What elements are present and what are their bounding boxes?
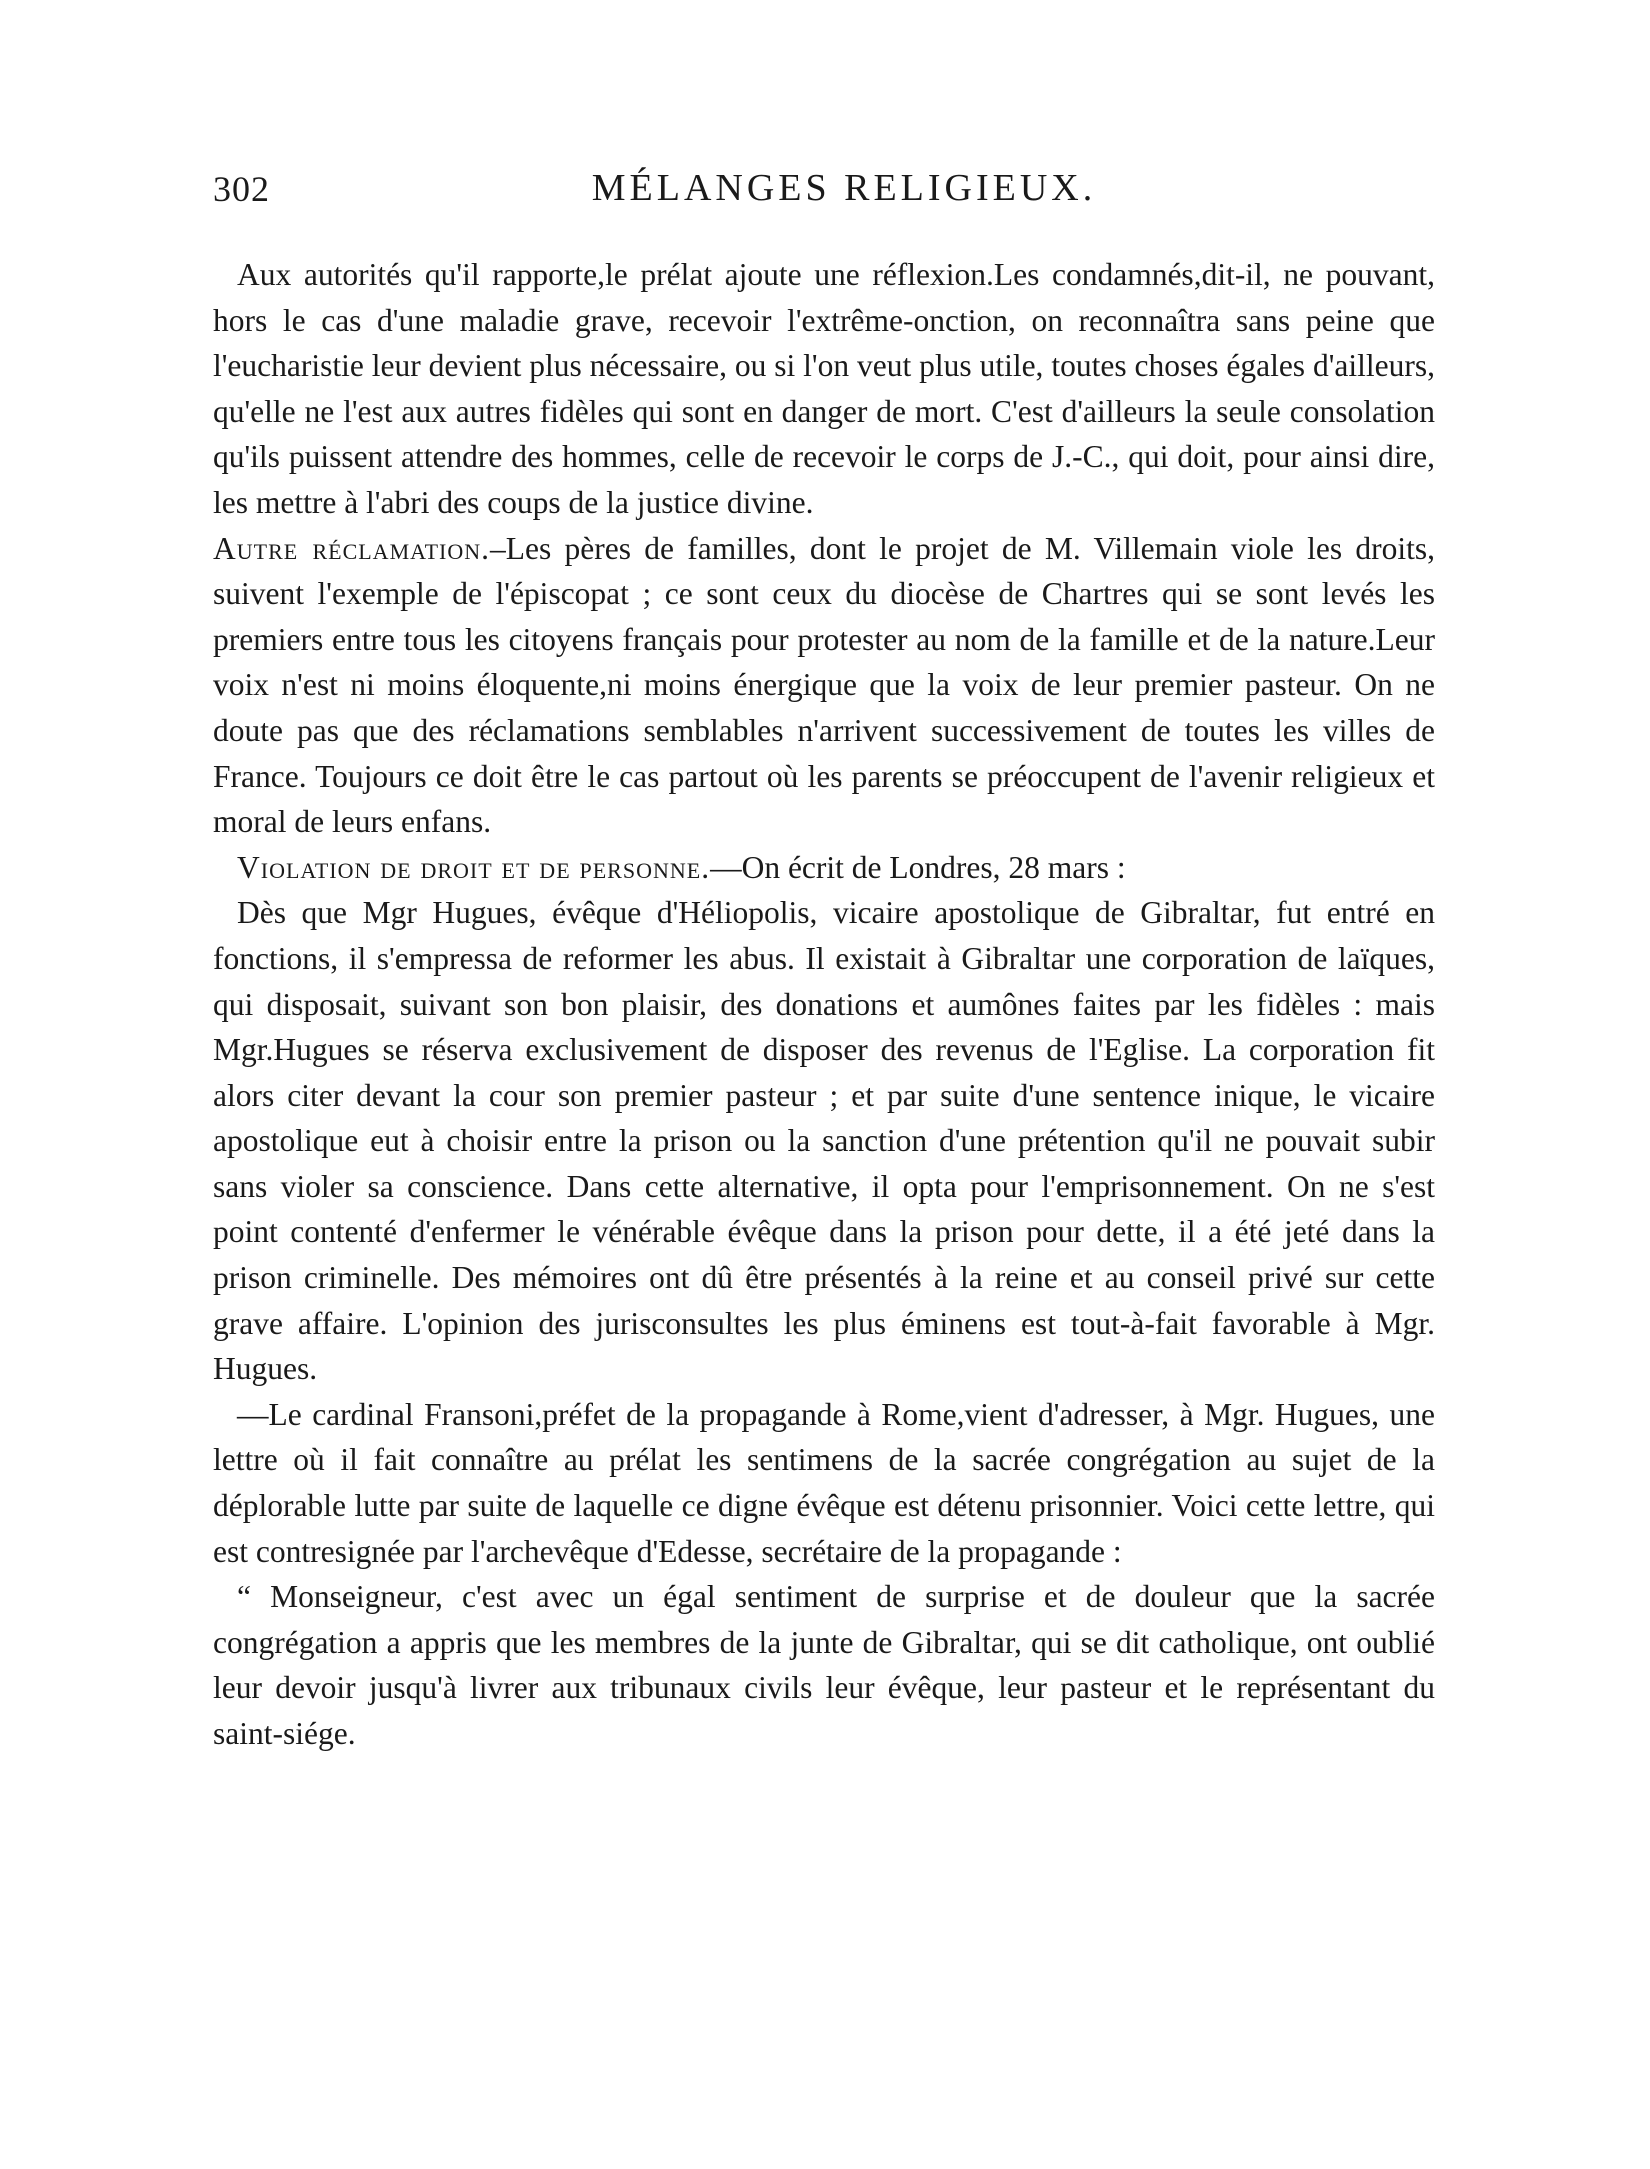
section-lead: Autre réclamation. bbox=[213, 530, 490, 566]
book-page bbox=[213, 160, 1435, 1757]
paragraph-text: Aux autorités qu'il rapporte,le prélat ajoute une réflexion.Les condamnés,dit-il, ne pouvant, hors le cas d'une maladie grave, recevoir l'extrême-onction, on reconnaîtra sans peine que l'eucharistie leur devient plus nécessaire, ou si l'on veut plus utile, toutes choses égales d'ailleurs, qu'elle ne l'est aux autres fidèles qui sont en danger de mort. C'est d'ailleurs la seule consolation qu'ils puissent attendre des hommes, celle de recevoir le corps de J.-C., qui doit, pour ainsi dire, les mettre à l'abri des coups de la justice divine. bbox=[213, 257, 1435, 520]
paragraph-condamnes bbox=[213, 252, 1435, 526]
running-head bbox=[213, 160, 1435, 230]
paragraph-cardinal-fransoni bbox=[213, 1392, 1435, 1574]
page-number: 302 bbox=[213, 169, 270, 209]
paragraph-text: “ Monseigneur, c'est avec un égal sentiment de surprise et de douleur que la sacrée congrégation a appris que les membres de la junte de Gibraltar, qui se dit catholique, ont oublié leur devoir jusqu'à livrer aux tribunaux civils leur évêque, leur pasteur et le représentant du saint-siége. bbox=[213, 1579, 1435, 1751]
body-text bbox=[213, 252, 1435, 1757]
running-title: MÉLANGES RELIGIEUX. bbox=[591, 167, 1097, 209]
paragraph-text: —On écrit de Londres, 28 mars : bbox=[710, 849, 1126, 885]
paragraph-mgr-hugues bbox=[213, 890, 1435, 1392]
paragraph-violation bbox=[213, 845, 1435, 891]
paragraph-letter-quote bbox=[213, 1574, 1435, 1756]
section-lead: Violation de droit et de personne. bbox=[237, 849, 711, 885]
paragraph-autre-reclamation bbox=[213, 526, 1435, 845]
paragraph-text: Dès que Mgr Hugues, évêque d'Héliopolis, vicaire apostolique de Gibraltar, fut entré en fonctions, il s'empressa de reformer les abus. Il existait à Gibraltar une corporation de laïques, qui disposait, suivant son bon plaisir, des donations et aumônes faites par les fidèles : mais Mgr.Hugues se réserva exclusivement de disposer des revenus de l'Eglise. La corporation fit alors citer devant la cour son premier pasteur ; et par suite d'une sentence inique, le vicaire apostolique eut à choisir entre la prison ou la sanction d'une prétention qu'il ne pouvait subir sans violer sa conscience. Dans cette alternative, il opta pour l'emprisonnement. On ne s'est point contenté d'enfermer le vénérable évêque dans la prison pour dette, il a été jeté dans la prison criminelle. Des mémoires ont dû être présentés à la reine et au conseil privé sur cette grave affaire. L'opinion des jurisconsultes les plus éminens est tout-à-fait favorable à Mgr. Hugues. bbox=[213, 895, 1435, 1387]
paragraph-text: –Les pères de familles, dont le projet de M. Villemain viole les droits, suivent l'exemple de l'épiscopat ; ce sont ceux du diocèse de Chartres qui se sont levés les premiers entre tous les citoyens français pour protester au nom de la famille et de la nature.Leur voix n'est ni moins éloquente,ni moins énergique que la voix de leur premier pasteur. On ne doute pas que des réclamations semblables n'arrivent successivement de toutes les villes de France. Toujours ce doit être le cas partout où les parents se préoccupent de l'avenir religieux et moral de leurs enfans. bbox=[213, 530, 1435, 840]
paragraph-text: —Le cardinal Fransoni,préfet de la propagande à Rome,vient d'adresser, à Mgr. Hugues, une lettre où il fait connaître au prélat les sentimens de la sacrée congrégation au sujet de la déplorable lutte par suite de laquelle ce digne évêque est détenu prisonnier. Voici cette lettre, qui est contresignée par l'archevêque d'Edesse, secrétaire de la propagande : bbox=[213, 1396, 1435, 1569]
